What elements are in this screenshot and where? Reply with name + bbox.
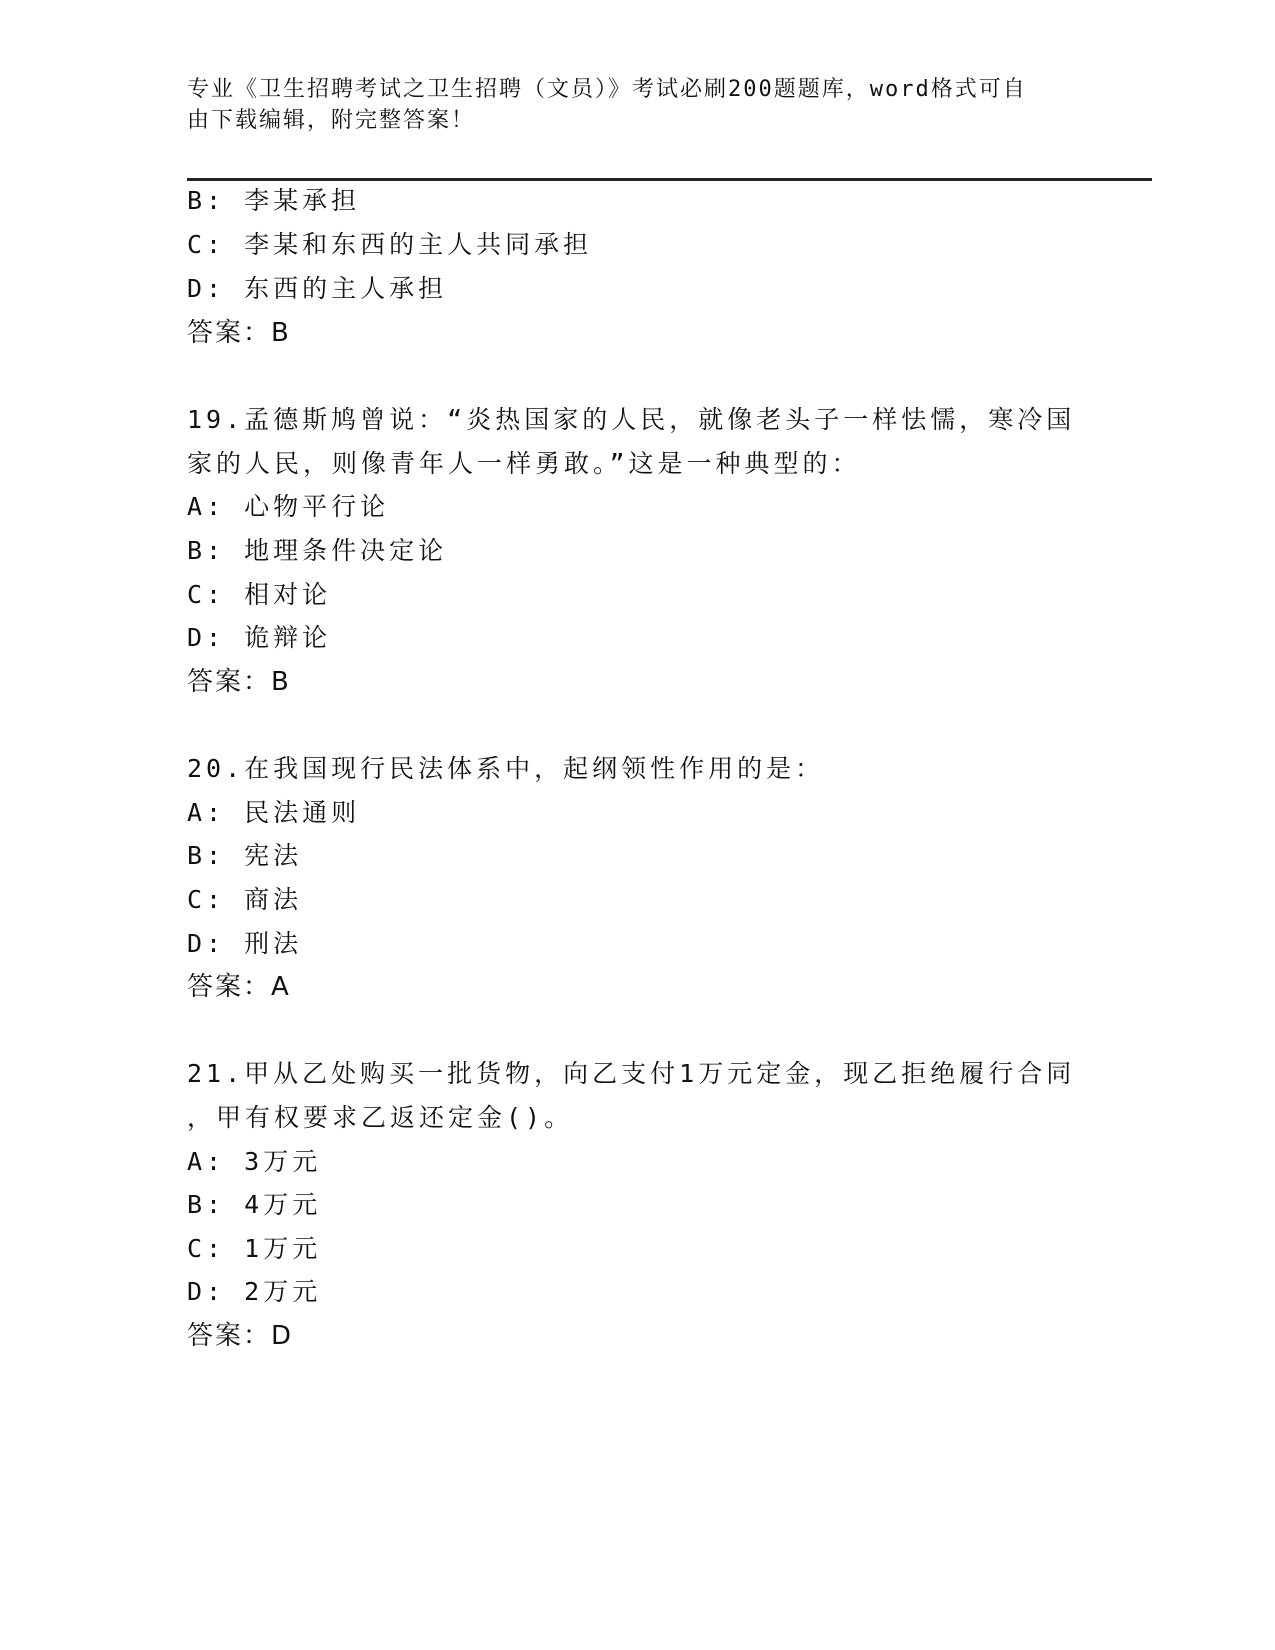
option-b: B: 李某承担: [187, 186, 361, 215]
option-c: C: 商法: [187, 885, 303, 914]
option-d: D: 刑法: [187, 929, 303, 958]
option-b: B: 宪法: [187, 841, 303, 870]
option-c: C: 1万元: [187, 1234, 322, 1263]
answer: 答案：B: [187, 667, 291, 697]
header-line: 专业《卫生招聘考试之卫生招聘（文员）》考试必刷200题题库，word格式可自: [187, 77, 1027, 102]
option-c: C: 李某和东西的主人共同承担: [187, 230, 593, 259]
answer: 答案：A: [187, 972, 291, 1002]
option-c: C: 相对论: [187, 580, 332, 609]
option-a: A: 心物平行论: [187, 492, 390, 521]
question-stem: ，甲有权要求乙返还定金()。: [187, 1103, 574, 1132]
question-stem: 家的人民，则像青年人一样勇敢。”这是一种典型的：: [187, 449, 861, 478]
option-d: D: 诡辩论: [187, 623, 332, 652]
option-a: A: 3万元: [187, 1147, 322, 1176]
header-divider: [187, 178, 1152, 181]
header-line: 由下载编辑，附完整答案！: [187, 108, 476, 133]
option-b: B: 4万元: [187, 1190, 322, 1219]
answer: 答案：B: [187, 318, 291, 348]
option-b: B: 地理条件决定论: [187, 536, 448, 565]
document-header: [187, 74, 1067, 136]
answer: 答案：D: [187, 1321, 294, 1351]
option-d: D: 东西的主人承担: [187, 274, 448, 303]
option-a: A: 民法通则: [187, 798, 361, 827]
option-d: D: 2万元: [187, 1277, 322, 1306]
question-stem: 19.孟德斯鸠曾说：“炎热国家的人民，就像老头子一样怯懦，寒冷国: [187, 405, 1076, 434]
question-stem: 20.在我国现行民法体系中，起纲领性作用的是：: [187, 754, 825, 783]
question-stem: 21.甲从乙处购买一批货物，向乙支付1万元定金，现乙拒绝履行合同: [187, 1059, 1076, 1088]
